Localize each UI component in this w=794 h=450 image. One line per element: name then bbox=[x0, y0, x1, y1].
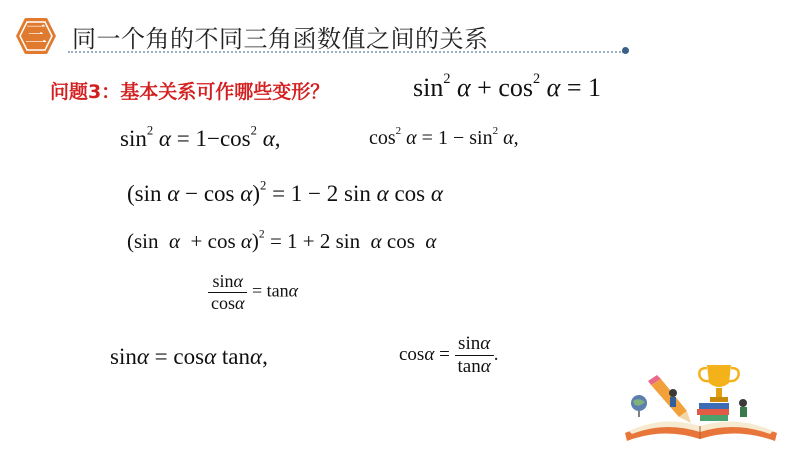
open-book-icon bbox=[625, 422, 777, 441]
formula-sine-product: sinα = cosα tanα, bbox=[110, 344, 268, 369]
formula-difference-square: (sin α − cos α)$^2$ = 1 − 2 sin α cos α bbox=[127, 178, 443, 206]
formula-cos-squared: $\cos^2 \alpha = 1 - \sin^2 \alpha$, bbox=[369, 125, 519, 149]
trophy-icon bbox=[699, 365, 738, 402]
fraction: $\frac{\sin\alpha}{\cos\alpha}$ bbox=[208, 271, 247, 314]
formula-sum-square: (sin α + cos α)$^2$ = 1 + 2 sin α cos α bbox=[127, 228, 437, 253]
section-title: 同一个角的不同三角函数值之间的关系 bbox=[72, 25, 489, 53]
pencil-icon bbox=[648, 375, 691, 423]
section-number-badge bbox=[15, 17, 57, 55]
title-underline bbox=[68, 51, 624, 53]
decorative-illustration bbox=[615, 355, 785, 450]
identity-formula: $\sin^2 \alpha + \cos^2 \alpha = 1$ bbox=[413, 71, 601, 102]
section-number: 三 bbox=[24, 23, 47, 48]
title-underline-dot bbox=[622, 47, 629, 54]
formula-sin-squared: $\sin^2 \alpha = 1-\cos^2$ α, bbox=[120, 123, 281, 151]
question-label: 问题3：基本关系可作哪些变形？ bbox=[50, 81, 330, 103]
globe-icon bbox=[631, 395, 647, 417]
section-header bbox=[0, 0, 794, 60]
fraction: $\frac{\sin\alpha}{\tan\alpha}$ bbox=[455, 333, 494, 378]
stacked-books-icon bbox=[697, 403, 729, 421]
formula-tangent-ratio: $\frac{\sin\alpha}{\cos\alpha}$ = tanα bbox=[208, 271, 298, 314]
formula-cosine-quotient: cosα = $\frac{\sin\alpha}{\tan\alpha}$ . bbox=[399, 333, 499, 377]
